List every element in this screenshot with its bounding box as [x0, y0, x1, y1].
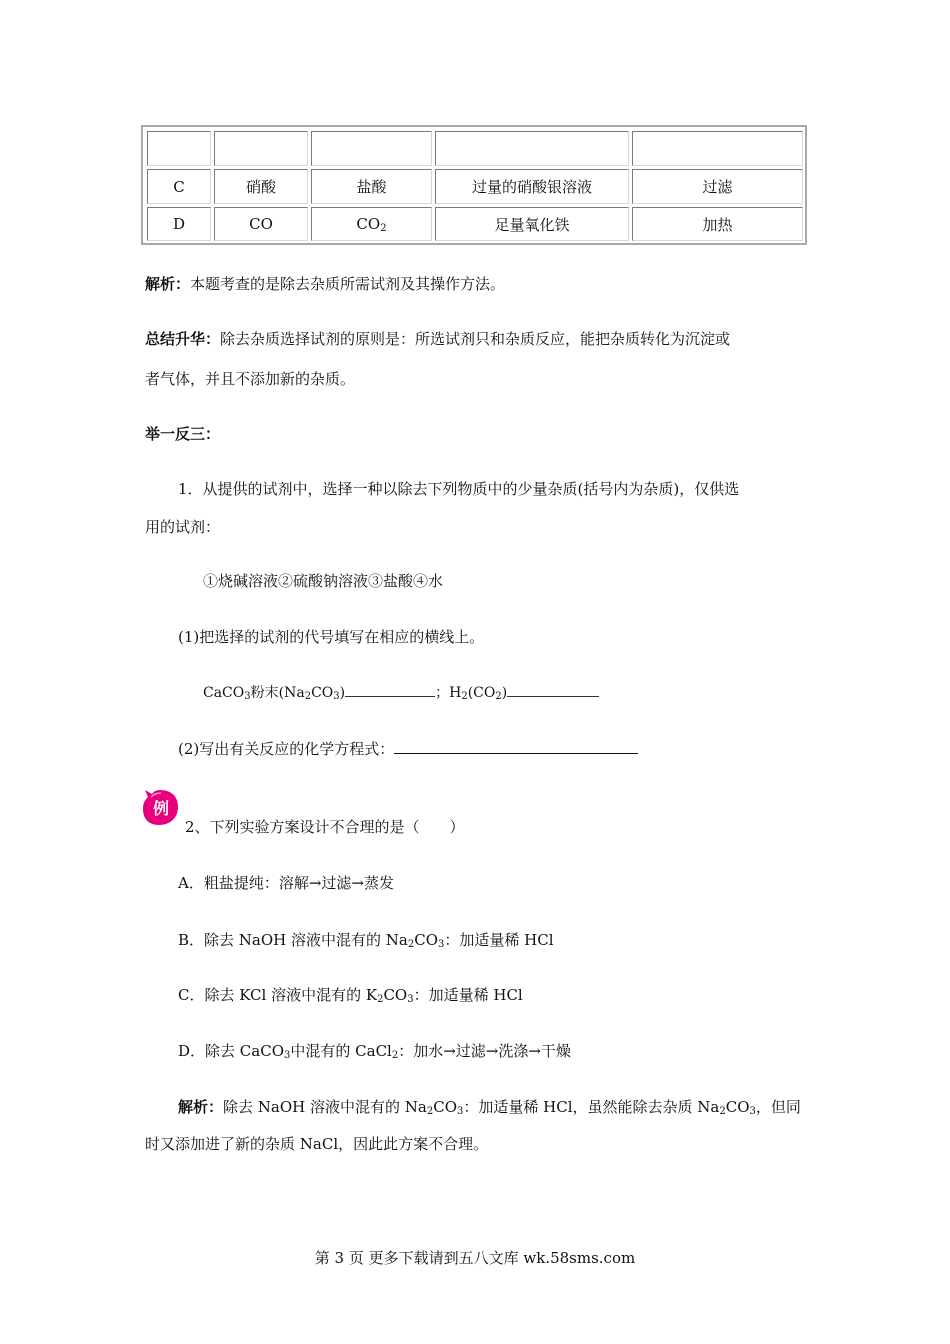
question-2-stem: 2、下列实验方案设计不合理的是（ ） — [185, 818, 465, 836]
svg-text:例: 例 — [152, 799, 170, 818]
question-1-part-2: (2)写出有关反应的化学方程式： — [178, 738, 638, 759]
table-cell: D — [147, 207, 211, 241]
table-cell: 盐酸 — [311, 169, 432, 204]
table-cell: CO — [214, 207, 308, 241]
table-cell — [147, 131, 211, 166]
table-cell — [311, 131, 432, 166]
table-cell: C — [147, 169, 211, 204]
formula-co2: $CO_2$ — [356, 215, 387, 234]
table-cell: 足量氧化铁 — [435, 207, 629, 241]
analysis-2-line-1: 解析：除去 NaOH 溶液中混有的 $Na_2CO_3$：加适量稀 HCl，虽然能除去杂质 $Na_2CO_3$，但同 — [178, 1098, 801, 1117]
table-cell — [214, 131, 308, 166]
question-1-line-1: 1．从提供的试剂中，选择一种以除去下列物质中的少量杂质(括号内为杂质)，仅供选 — [178, 480, 740, 498]
question-1-part-1: (1)把选择的试剂的代号填写在相应的横线上。 — [178, 628, 485, 646]
impurity-table — [141, 125, 807, 245]
equation-blank[interactable] — [394, 739, 638, 754]
option-b: B．除去 NaOH 溶液中混有的 $Na_2CO_3$：加适量稀 HCl — [178, 931, 554, 950]
summary-label: 总结升华： — [145, 330, 221, 348]
reagent-list: ①烧碱溶液②硫酸钠溶液③盐酸④水 — [203, 572, 444, 590]
question-1-line-2: 用的试剂： — [145, 518, 221, 536]
practice-heading: 举一反三： — [145, 425, 221, 443]
answer-blank[interactable] — [507, 682, 599, 697]
table-cell: 过量的硝酸银溶液 — [435, 169, 629, 204]
option-d: D．除去 CaCO$_3$中混有的 CaCl$_2$：加水→过滤→洗涤→干燥 — [178, 1042, 571, 1061]
analysis-paragraph — [145, 273, 505, 294]
analysis-label: 解析： — [145, 275, 191, 293]
table-cell: 硝酸 — [214, 169, 308, 204]
option-a: A．粗盐提纯：溶解→过滤→蒸发 — [178, 874, 394, 892]
example-badge-icon — [140, 788, 180, 828]
page-footer: 第 3 页 更多下载请到五八文库 wk.58sms.com — [314, 1249, 636, 1267]
analysis-text: 本题考查的是除去杂质所需试剂及其操作方法。 — [190, 275, 506, 293]
summary-line-1: 总结升华：除去杂质选择试剂的原则是：所选试剂只和杂质反应，能把杂质转化为沉淀或 — [145, 330, 731, 348]
table-cell — [632, 131, 803, 166]
table-cell: 加热 — [632, 207, 803, 241]
table-cell: 过滤 — [632, 169, 803, 204]
table-cell — [311, 207, 432, 241]
option-c: C．除去 KCl 溶液中混有的 $K_2CO_3$：加适量稀 HCl — [178, 986, 523, 1005]
analysis-label: 解析： — [178, 1098, 224, 1116]
summary-line-2: 者气体，并且不添加新的杂质。 — [145, 370, 356, 388]
fill-blanks-line: CaCO$_3$粉末$(Na_2CO_3)$ ；$H_2(CO_2)$ — [203, 682, 599, 702]
analysis-2-line-2: 时又添加进了新的杂质 NaCl，因此此方案不合理。 — [145, 1135, 489, 1153]
answer-blank[interactable] — [345, 682, 435, 697]
table-cell — [435, 131, 629, 166]
